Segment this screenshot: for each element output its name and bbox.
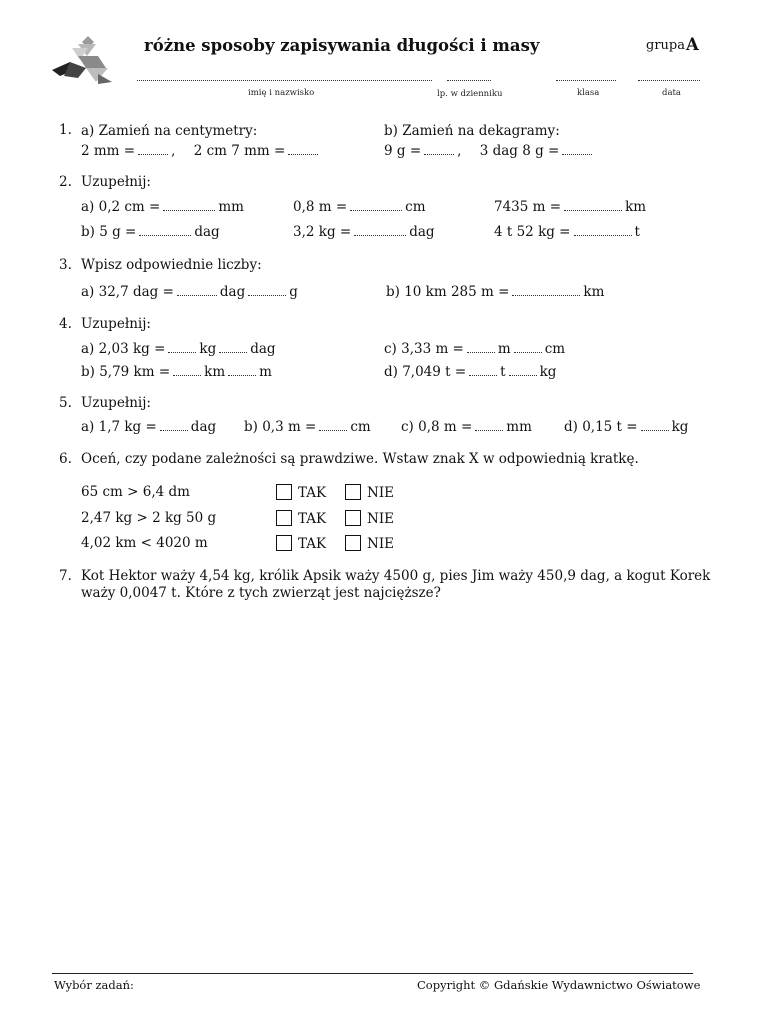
answer-blank[interactable]	[641, 419, 669, 431]
answer-blank[interactable]	[139, 224, 191, 236]
task-7-line-2: waży 0,0047 t. Które z tych zwierząt jest najcięższe?	[81, 585, 441, 601]
tak-checkbox[interactable]	[276, 484, 292, 500]
tangram-logo	[48, 34, 116, 88]
task-4d: d) 7,049 t = t kg	[384, 364, 557, 380]
answer-blank[interactable]	[177, 284, 217, 296]
task-6-statement: 2,47 kg > 2 kg 50 g	[81, 510, 217, 526]
task-3-number: 3.	[59, 257, 72, 273]
task-6-statement: 65 cm > 6,4 dm	[81, 484, 190, 500]
answer-blank[interactable]	[219, 341, 247, 353]
answer-blank[interactable]	[173, 364, 201, 376]
answer-blank[interactable]	[562, 143, 592, 155]
footer-rule	[52, 973, 693, 974]
task-4-number: 4.	[59, 316, 72, 332]
nie-option[interactable]: NIE	[345, 510, 394, 527]
nie-checkbox[interactable]	[345, 484, 361, 500]
task-2-item: 7435 m = km	[494, 199, 647, 215]
tak-option[interactable]: TAK	[276, 484, 326, 501]
answer-blank[interactable]	[228, 364, 256, 376]
task-5-label: Uzupełnij:	[81, 395, 151, 411]
task-4a: a) 2,03 kg = kg dag	[81, 341, 276, 357]
tak-option[interactable]: TAK	[276, 535, 326, 552]
task-1b-row: 9 g = , 3 dag 8 g =	[384, 143, 595, 159]
answer-blank[interactable]	[514, 341, 542, 353]
task-5-item: c) 0,8 m = mm	[401, 419, 532, 435]
task-1b-label: b) Zamień na dekagramy:	[384, 123, 560, 139]
task-4-label: Uzupełnij:	[81, 316, 151, 332]
task-4c: c) 3,33 m = m cm	[384, 341, 566, 357]
task-1b-item-2: 3 dag 8 g =	[479, 143, 560, 159]
answer-blank[interactable]	[168, 341, 196, 353]
task-6-label: Oceń, czy podane zależności są prawdziwe. Wstaw znak X w odpowiednią kratkę.	[81, 451, 639, 467]
task-3b: b) 10 km 285 m = km	[386, 284, 605, 300]
tak-checkbox[interactable]	[276, 535, 292, 551]
answer-blank[interactable]	[564, 199, 622, 211]
nie-option[interactable]: NIE	[345, 484, 394, 501]
answer-blank[interactable]	[509, 364, 537, 376]
task-3a: a) 32,7 dag = dag g	[81, 284, 298, 300]
task-7-line-1: Kot Hektor waży 4,54 kg, królik Apsik waży 4500 g, pies Jim waży 450,9 dag, a kogut Korek	[81, 568, 711, 584]
group-label: grupa	[646, 38, 685, 53]
number-field-label: lp. w dzienniku	[437, 89, 503, 99]
answer-blank[interactable]	[319, 419, 347, 431]
answer-blank[interactable]	[354, 224, 406, 236]
task-1a-label: a) Zamień na centymetry:	[81, 123, 258, 139]
answer-blank[interactable]	[138, 143, 168, 155]
tak-option[interactable]: TAK	[276, 510, 326, 527]
task-2-item: 4 t 52 kg = t	[494, 224, 640, 240]
task-2-number: 2.	[59, 174, 72, 190]
nie-checkbox[interactable]	[345, 510, 361, 526]
class-field[interactable]	[556, 80, 616, 81]
nie-option[interactable]: NIE	[345, 535, 394, 552]
page-title: różne sposoby zapisywania długości i masy	[144, 36, 540, 55]
task-2-label: Uzupełnij:	[81, 174, 151, 190]
answer-blank[interactable]	[512, 284, 580, 296]
answer-blank[interactable]	[288, 143, 318, 155]
nie-checkbox[interactable]	[345, 535, 361, 551]
footer-left: Wybór zadań:	[54, 978, 134, 992]
answer-blank[interactable]	[469, 364, 497, 376]
task-1a-item-1: 2 mm =	[81, 143, 136, 159]
footer-copyright: Copyright © Gdańskie Wydawnictwo Oświatowe	[417, 978, 701, 992]
answer-blank[interactable]	[475, 419, 503, 431]
answer-blank[interactable]	[424, 143, 454, 155]
answer-blank[interactable]	[574, 224, 632, 236]
answer-blank[interactable]	[160, 419, 188, 431]
answer-blank[interactable]	[467, 341, 495, 353]
name-field-label: imię i nazwisko	[248, 88, 315, 98]
name-field[interactable]	[137, 80, 432, 81]
task-6-statement: 4,02 km < 4020 m	[81, 535, 208, 551]
group-letter: A	[686, 35, 699, 54]
class-field-label: klasa	[577, 88, 600, 98]
tak-checkbox[interactable]	[276, 510, 292, 526]
answer-blank[interactable]	[248, 284, 286, 296]
date-field[interactable]	[638, 80, 700, 81]
task-5-item: a) 1,7 kg = dag	[81, 419, 217, 435]
task-3-label: Wpisz odpowiednie liczby:	[81, 257, 262, 273]
task-5-item: b) 0,3 m = cm	[244, 419, 371, 435]
answer-blank[interactable]	[163, 199, 215, 211]
answer-blank[interactable]	[350, 199, 402, 211]
task-1b-item-1: 9 g =	[384, 143, 422, 159]
task-2-item: 3,2 kg = dag	[293, 224, 435, 240]
number-field[interactable]	[447, 80, 491, 81]
task-2-item: 0,8 m = cm	[293, 199, 426, 215]
task-4b: b) 5,79 km = km m	[81, 364, 272, 380]
task-1a-item-2: 2 cm 7 mm =	[193, 143, 286, 159]
date-field-label: data	[662, 88, 681, 98]
task-5-item: d) 0,15 t = kg	[564, 419, 689, 435]
task-1-number: 1.	[59, 122, 72, 138]
task-5-number: 5.	[59, 395, 72, 411]
task-7-number: 7.	[59, 568, 72, 584]
task-2-item: b) 5 g = dag	[81, 224, 220, 240]
task-2-item: a) 0,2 cm = mm	[81, 199, 244, 215]
task-1a-row: 2 mm = , 2 cm 7 mm =	[81, 143, 321, 159]
task-6-number: 6.	[59, 451, 72, 467]
